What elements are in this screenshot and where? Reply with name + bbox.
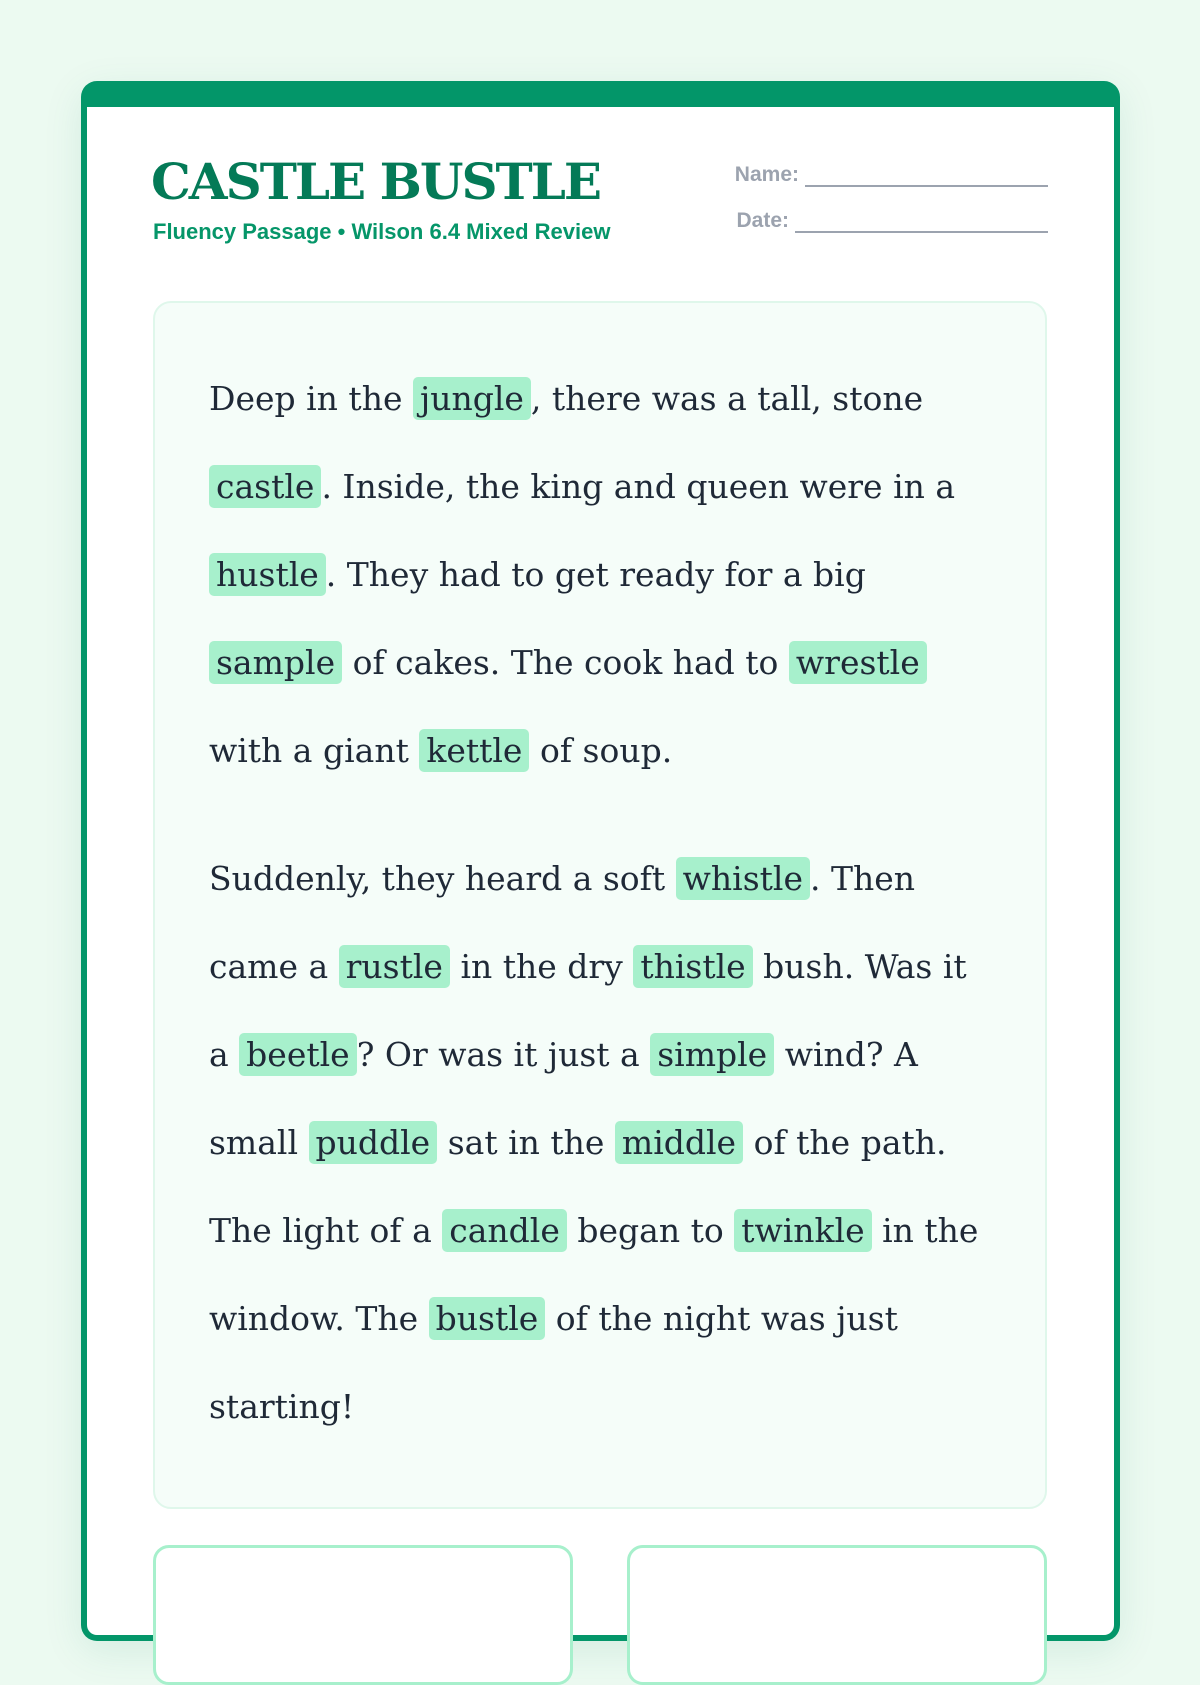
passage-text: small [209, 1123, 309, 1162]
passage-line [209, 1363, 995, 1451]
highlighted-word: castle [209, 465, 321, 508]
passage-line [209, 619, 995, 707]
highlighted-word: bustle [429, 1297, 546, 1340]
highlighted-word: sample [209, 641, 342, 684]
passage-line [209, 923, 995, 1011]
page-subtitle: Fluency Passage • Wilson 6.4 Mixed Review [153, 219, 611, 244]
passage-text: . They had to get ready for a big [325, 555, 866, 594]
highlighted-word: thistle [633, 945, 752, 988]
passage-paragraph [209, 355, 995, 795]
date-blank-line[interactable] [795, 213, 1048, 233]
passage-text: of cakes. The cook had to [342, 643, 789, 682]
page-title: CASTLE BUSTLE [151, 152, 601, 211]
bottom-box-right [627, 1545, 1047, 1685]
passage-line [209, 835, 995, 923]
passage-text: Deep in the [209, 379, 413, 418]
passage-text: a [209, 1035, 240, 1074]
highlighted-word: middle [615, 1121, 743, 1164]
passage-text: Suddenly, they heard a soft [209, 859, 676, 898]
passage-paragraph [209, 835, 995, 1451]
passage-line [209, 1275, 995, 1363]
passage-text: wind? A [774, 1035, 918, 1074]
passage-text: of the path. [743, 1123, 947, 1162]
passage-line [209, 531, 995, 619]
passage-line [209, 1011, 995, 1099]
name-blank-line[interactable] [805, 167, 1048, 187]
highlighted-word: rustle [339, 945, 450, 988]
passage-text: window. The [209, 1299, 429, 1338]
name-label: Name: [734, 163, 799, 186]
passage-text: starting! [209, 1387, 355, 1426]
worksheet [81, 81, 1120, 1641]
highlighted-word: wrestle [789, 641, 927, 684]
passage-text: , there was a tall, stone [530, 379, 924, 418]
passage-text: of soup. [529, 731, 673, 770]
highlighted-word: beetle [239, 1033, 357, 1076]
highlighted-word: twinkle [734, 1209, 871, 1252]
passage-text: with a giant [209, 731, 420, 770]
passage-box [153, 301, 1047, 1509]
date-field[interactable] [736, 209, 1048, 233]
highlighted-word: jungle [413, 377, 531, 420]
passage-text: bush. Was it [752, 947, 967, 986]
name-field[interactable] [735, 163, 1048, 187]
passage-text: in the [871, 1211, 979, 1250]
passage-text: . Inside, the king and queen were in a [321, 467, 956, 506]
highlighted-word: puddle [309, 1121, 438, 1164]
date-label: Date: [736, 209, 789, 232]
passage-text: sat in the [437, 1123, 615, 1162]
passage-line [209, 355, 995, 443]
passage-line [209, 1099, 995, 1187]
highlighted-word: simple [650, 1033, 774, 1076]
passage-text: came a [209, 947, 339, 986]
highlighted-word: candle [442, 1209, 567, 1252]
highlighted-word: hustle [209, 553, 326, 596]
passage-text: ? Or was it just a [356, 1035, 651, 1074]
bottom-box-left [153, 1545, 573, 1685]
passage-text: in the dry [449, 947, 634, 986]
highlighted-word: kettle [419, 729, 529, 772]
passage-text: of the night was just [545, 1299, 898, 1338]
passage-line [209, 1187, 995, 1275]
passage-line [209, 443, 995, 531]
passage-line [209, 707, 995, 795]
passage-text: . Then [809, 859, 916, 898]
passage-text: began to [566, 1211, 735, 1250]
passage-text: The light of a [209, 1211, 443, 1250]
highlighted-word: whistle [676, 857, 810, 900]
